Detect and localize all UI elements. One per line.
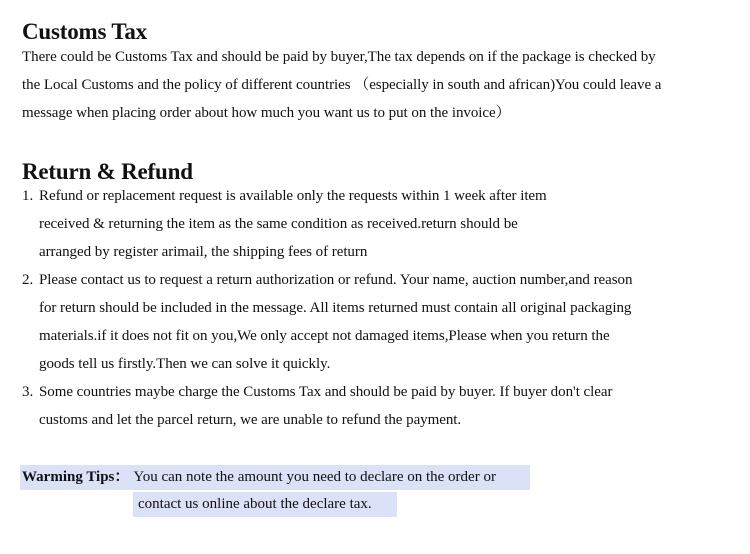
list-number: 3. [22,384,34,400]
list-number: 2. [22,272,34,288]
list-text: Some countries maybe charge the Customs Tax and should be paid by buyer. If buyer don't clear [39,384,613,400]
list-number: 1. [22,188,34,204]
customs-tax-heading: Customs Tax [22,19,147,44]
list-item-line: for return should be included in the message. All items returned must contain all original packaging [39,300,632,316]
customs-tax-line-1: There could be Customs Tax and should be paid by buyer,The tax depends on if the package is checked by [22,49,656,65]
list-item-line: materials.if it does not fit on you,We only accept not damaged items,Please when you return the [39,328,610,344]
return-refund-heading: Return & Refund [22,159,193,184]
warming-tips-highlight-line-2 [133,492,397,517]
list-item-line: received & returning the item as the same condition as received.return should be [39,216,518,232]
customs-tax-line-3: message when placing order about how much you want us to put on the invoice） [22,105,511,121]
list-item-line: customs and let the parcel return, we are unable to refund the payment. [39,412,462,428]
list-text: Refund or replacement request is available only the requests within 1 week after item [39,188,547,204]
warming-tips-label: Warming Tips： [22,469,130,485]
list-item-line: goods tell us firstly.Then we can solve it quickly. [39,356,331,372]
warming-tips-text-1: You can note the amount you need to declare on the order or [133,469,496,485]
warming-tips-text-2: contact us online about the declare tax. [138,496,372,512]
list-text: Please contact us to request a return authorization or refund. Your name, auction number,and reason [39,272,633,288]
warming-tips-highlight-line-1 [20,465,530,490]
list-item-line: arranged by register arimail, the shipping fees of return [39,244,368,260]
customs-tax-line-2: the Local Customs and the policy of different countries （especially in south and african)You could leave a [22,77,662,93]
